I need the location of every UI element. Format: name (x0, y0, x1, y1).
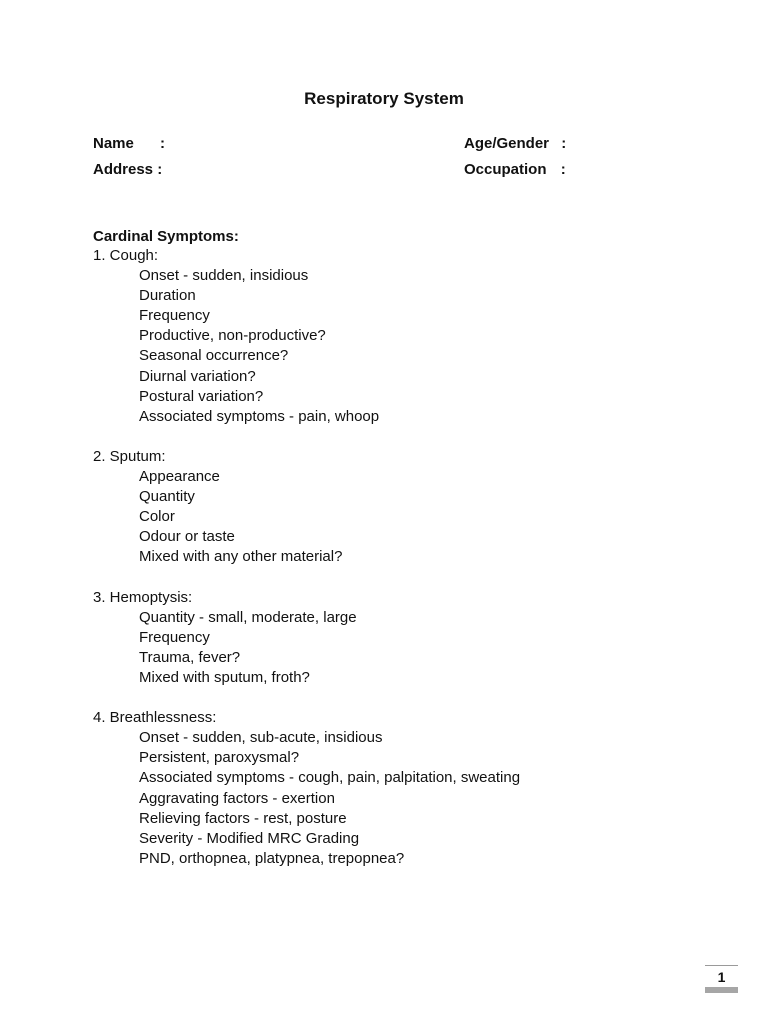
list-item: PND, orthopnea, platypnea, trepopnea? (139, 849, 405, 867)
item-list (93, 266, 693, 427)
list-item: Associated symptoms - cough, pain, palpitation, sweating (139, 769, 521, 787)
symptom-group-cough (93, 246, 693, 427)
group-title: 3. Hemoptysis: (93, 588, 193, 606)
page-number-bar (705, 987, 738, 993)
occupation-field (464, 160, 566, 180)
page-number-rule (705, 965, 738, 966)
age-gender-label: Age/Gender (464, 135, 550, 152)
group-title: 4. Breathlessness: (93, 709, 217, 727)
item-list (93, 728, 693, 869)
symptom-group-breathlessness (93, 708, 693, 869)
age-gender-colon: : (561, 135, 567, 152)
item-list (93, 467, 693, 567)
symptom-group-hemoptysis (93, 588, 693, 688)
list-item: Associated symptoms - pain, whoop (139, 407, 380, 425)
occupation-colon: : (560, 161, 566, 178)
symptom-group-sputum (93, 447, 693, 568)
list-item: Onset - sudden, sub-acute, insidious (139, 729, 383, 747)
list-item: Frequency (139, 628, 210, 646)
list-item: Trauma, fever? (139, 648, 241, 666)
list-item: Seasonal occurrence? (139, 347, 289, 365)
name-colon: : (160, 135, 166, 152)
list-item: Quantity (139, 488, 195, 506)
list-item: Productive, non-productive? (139, 327, 326, 345)
list-item: Diurnal variation? (139, 367, 256, 385)
list-item: Mixed with any other material? (139, 548, 343, 566)
item-list (93, 608, 693, 688)
list-item: Onset - sudden, insidious (139, 267, 309, 285)
list-item: Persistent, paroxysmal? (139, 749, 300, 767)
list-item: Severity - Modified MRC Grading (139, 829, 360, 847)
list-item: Postural variation? (139, 387, 264, 405)
list-item: Frequency (139, 307, 210, 325)
list-item: Mixed with sputum, froth? (139, 668, 310, 686)
age-gender-field (464, 134, 566, 154)
page-number-badge (705, 965, 738, 993)
group-title: 2. Sputum: (93, 447, 166, 465)
address-label: Address : (93, 161, 163, 178)
list-item: Aggravating factors - exertion (139, 789, 335, 807)
symptom-list (93, 246, 693, 889)
page-number: 1 (717, 969, 726, 985)
name-field (93, 134, 165, 154)
list-item: Appearance (139, 468, 220, 486)
group-title: 1. Cough: (93, 247, 159, 264)
list-item: Duration (139, 287, 196, 305)
list-item: Color (139, 508, 175, 526)
list-item: Odour or taste (139, 528, 235, 546)
address-field (93, 160, 162, 180)
name-label: Name (93, 135, 134, 152)
list-item: Relieving factors - rest, posture (139, 809, 347, 827)
document-title: Respiratory System (304, 89, 464, 108)
list-item: Quantity - small, moderate, large (139, 608, 357, 626)
section-heading: Cardinal Symptoms: (93, 228, 239, 245)
occupation-label: Occupation (464, 161, 547, 178)
